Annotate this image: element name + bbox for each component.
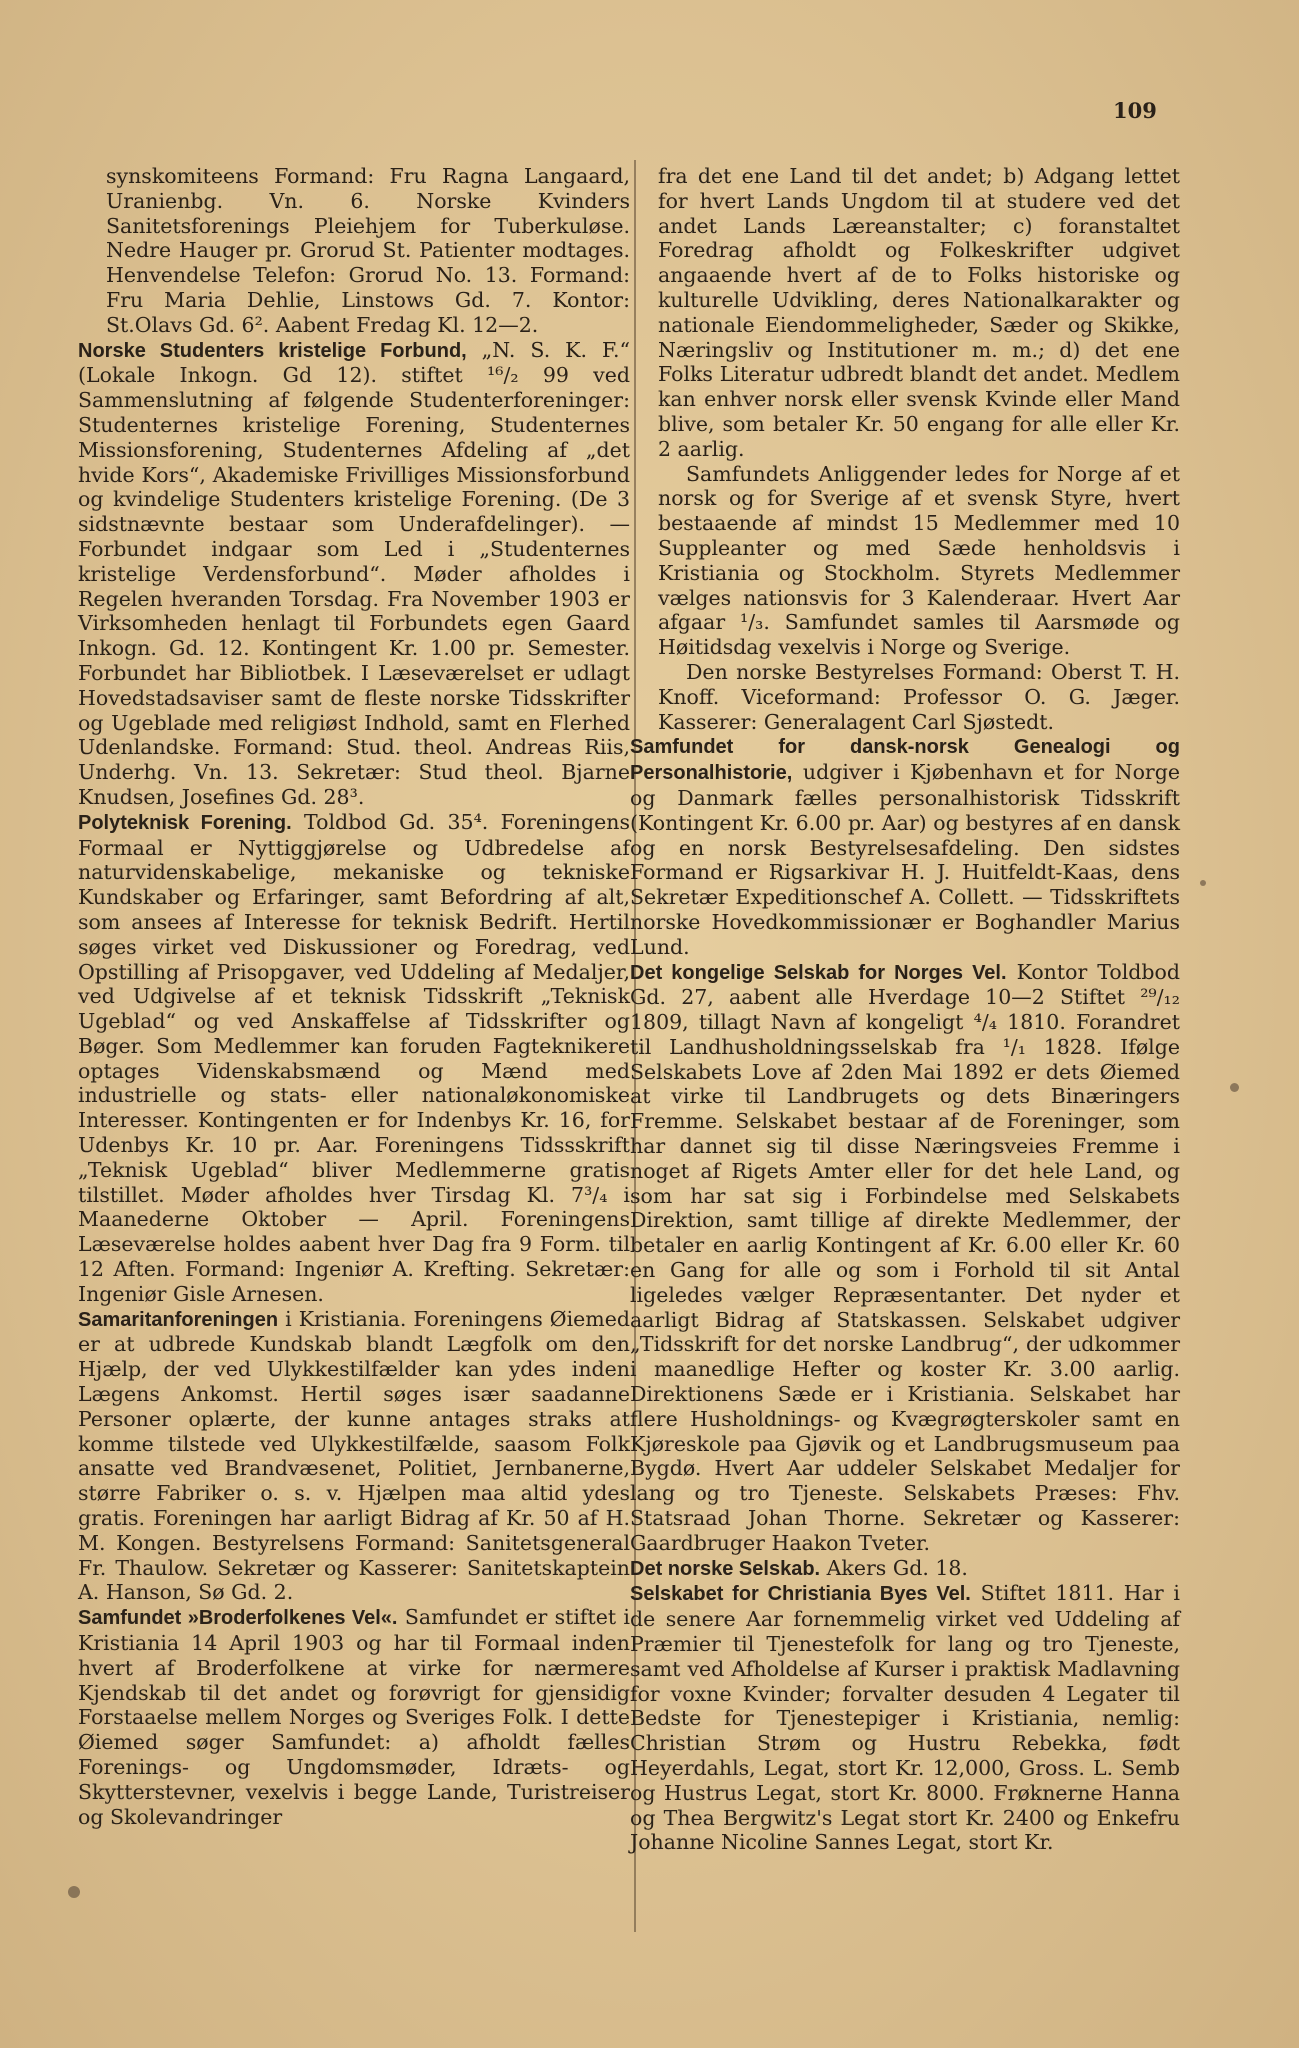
entry-text: Toldbod Gd. 35⁴. Foreningens Formaal er Nyttiggjørelse og Udbredelse af naturvidenskabelige, mekaniske og tekniske Kundskaber og Erfaringer, samt Befordring af alt, som ansees af Interesse for teknisk Bedrift. Hertil søges virket ved Diskussioner og Foredrag, ved Opstilling af Prisopgaver, ved Uddeling af Medaljer, ved Udgivelse af et teknisk Tidsskrift „Teknisk Ugeblad“ og ved Anskaffelse af Tidsskrifter og Bøger. Som Medlemmer kan foruden Fagteknikere optages Videnskabsmænd og Mænd med industrielle og stats- eller nationaløkonomiske Interesser. Kontingenten er for Indenbys Kr. 16, for Udenbys Kr. 10 pr. Aar. Foreningens Tidssskrift „Teknisk Ugeblad“ bliver Medlemmerne gratis tilstillet. Møder afholdes hver Tirsdag Kl. 7³/₄ i Maanederne Oktober — April. Foreningens Læseværelse holdes aabent hver Dag fra 9 Form. til 12 Aften. Formand: Ingeniør A. Krefting. Sekretær: Ingeniør Gisle Arnesen. — [78, 809, 630, 1306]
entry-heading: Polyteknisk Forening. — [78, 811, 292, 834]
entry-heading: Samfundet »Broderfolkenes Vel«. — [78, 1607, 398, 1630]
entry-heading: Samaritanforeningen — [78, 1308, 279, 1331]
entry-heading: Samfundet for dansk-norsk Genealogi og Personalhistorie, — [630, 736, 1180, 785]
entry-text: „N. S. K. F.“ (Lokale Inkogn. Gd 12). stiftet ¹⁶/₂ 99 ved Sammenslutning af følgende Studenterforeninger: Studenternes kristelige Forening, Studenternes Missionsforening, Studenternes Afdeling af „det hvide Kors“, Akademiske Frivilliges Missionsforbund og kvindelige Studenters kristelige Forening. (De 3 sidstnævnte bestaar som Underafdelinger). — Forbundet indgaar som Led i „Studenternes kristelige Verdensforbund“. Møder afholdes i Regelen hveranden Torsdag. Fra November 1903 er Virksomheden henlagt til Forbundets egen Gaard Inkogn. Gd. 12. Kontingent Kr. 1.00 pr. Semester. Forbundet har Bibliotbek. I Læseværelset er udlagt Hovedstadsaviser samt de fleste norske Tidsskrifter og Ugeblade med religiøst Indhold, samt en Flerhed Udenlandske. Formand: Stud. theol. Andreas Riis, Underhg. Vn. 13. Sekretær: Stud theol. Bjarne Knudsen, Josefines Gd. 28³. — [78, 337, 630, 809]
entry-polyteknisk-forening — [78, 810, 630, 1307]
entry-norske-studenters-forbund — [78, 338, 630, 810]
entry-text: Stiftet 1811. Har i de senere Aar fornemmelig virket ved Uddeling af Præmier til Tjenestefolk for lang og tro Tjeneste, samt ved Afholdelse af Kurser i praktisk Madlavning for voxne Kvinder; forvalter desuden 4 Legater til Bedste for Tjenestepiger i Kristiania, nemlig: Christian Strøm og Hustru Rebekka, født Heyerdahls, Legat, stort Kr. 12,000, Gross. L. Semb og Hustrus Legat, stort Kr. 8000. Frøknerne Hanna og Thea Bergwitz's Legat stort Kr. 2400 og Enkefru Johanne Nicoline Sannes Legat, stort Kr. — [630, 1581, 1180, 1855]
entry-text: Samfundet er stiftet i Kristiania 14 April 1903 og har til Formaal inden hvert af Broderfolkene at virke for nærmere Kjendskab til det andet og forøvrigt for gjensidig Forstaaelse mellem Norges og Sveriges Folk. I dette Øiemed søger Samfundet: a) afholdt fælles Forenings- og Ungdomsmøder, Idræts- og Skytterstevner, vexelvis i begge Lande, Turistreiser og Skolevandringer — [78, 1605, 630, 1829]
entry-paragraph — [630, 660, 1180, 734]
entry-text: Samfundets Anliggender ledes for Norge af et norsk og for Sverige af et svensk Styre, hvert bestaaende af mindst 15 Medlemmer med 10 Suppleanter og med Sæde henholdsvis i Kristiania og Stockholm. Styrets Medlemmer vælges nationsvis for 3 Kalenderaar. Hvert Aar afgaar ¹/₃. Samfundet samles til Aarsmøde og Høitidsdag vexelvis i Norge og Sverige. — [658, 461, 1180, 660]
entry-genealogi-samfundet — [630, 734, 1180, 959]
entry-text: Akers Gd. 18. — [826, 1555, 968, 1580]
ink-spot — [1200, 880, 1206, 886]
entry-heading: Det norske Selskab. — [630, 1557, 821, 1580]
entry-heading: Det kongelige Selskab for Norges Vel. — [630, 961, 1007, 984]
entry-det-norske-selskab — [630, 1556, 1180, 1582]
entry-text: i Kristiania. Foreningens Øiemed er at udbrede Kundskab blandt Lægfolk om den Hjælp, der ved Ulykkestilfælder kan ydes inden Lægens Ankomst. Hertil søges især saadanne Personer oplærte, der kunne antages straks at komme tilstede ved Ulykkestilfælde, saasom Folk ansatte ved Brandvæsenet, Politiet, Jernbanerne, større Fabriker o. s. v. Hjælpen maa altid ydes gratis. Foreningen har aarligt Bidrag af Kr. 50 af H. M. Kongen. Bestyrelsens Formand: Sanitetsgeneral Fr. Thaulow. Sekretær og Kasserer: Sanitetskaptein A. Hanson, Sø Gd. 2. — [78, 1306, 630, 1605]
entry-paragraph — [630, 462, 1180, 660]
left-column — [78, 164, 630, 1829]
entry-continuation — [630, 164, 1180, 462]
entry-text: udgiver i Kjøbenhavn et for Norge og Danmark fælles personalhistorisk Tidsskrift (Kontingent Kr. 6.00 pr. Aar) og bestyres af en dansk og en norsk Bestyrelsesafdeling. Den sidstes Formand er Rigsarkivar H. J. Huitfeldt-Kaas, dens Sekretær Expeditionschef A. Collett. — Tidsskriftets norske Hovedkommissionær er Boghandler Marius Lund. — [630, 760, 1180, 959]
right-column — [630, 164, 1180, 1855]
ink-spot — [68, 1886, 80, 1898]
entry-continuation — [78, 164, 630, 338]
entry-heading: Norske Studenters kristelige Forbund, — [78, 339, 467, 362]
entry-norges-vel — [630, 960, 1180, 1556]
entry-text: fra det ene Land til det andet; b) Adgang lettet for hvert Lands Ungdom til at studere ved det andet Lands Læreanstalter; c) foranstaltet Foredrag afholdt og Folkeskrifter udgivet angaaende hvert af de to Folks historiske og kulturelle Udvikling, deres Nationalkarakter og nationale Eiendommeligheder, Sæder og Skikke, Næringsliv og Institutioner m. m.; d) det ene Folks Literatur udbredt blandt det andet. Medlem kan enhver norsk eller svensk Kvinde eller Mand blive, som betaler Kr. 50 engang for alle eller Kr. 2 aarlig. — [658, 164, 1180, 461]
page-number: 109 — [1113, 98, 1157, 123]
entry-text: synskomiteens Formand: Fru Ragna Langaard, Uranienbg. Vn. 6. Norske Kvinders Sanitetsforenings Pleiehjem for Tuberkuløse. Nedre Hauger pr. Grorud St. Patienter modtages. Henvendelse Telefon: Grorud No. 13. Formand: Fru Maria Dehlie, Linstows Gd. 7. Kontor: St.Olavs Gd. 6². Aabent Fredag Kl. 12—2. — [106, 164, 630, 337]
entry-heading: Selskabet for Christiania Byes Vel. — [630, 1583, 971, 1606]
entry-text: Kontor Toldbod Gd. 27, aabent alle Hverdage 10—2 Stiftet ²⁹/₁₂ 1809, tillagt Navn af kongeligt ⁴/₄ 1810. Forandret til Landhusholdningsselskab fra ¹/₁ 1828. Ifølge Selskabets Love af 2den Mai 1892 er dets Øiemed at virke til Landbrugets og dets Binæringers Fremme. Selskabet bestaar af de Foreninger, som har dannet sig til disse Næringsveies Fremme i noget af Rigets Amter eller for det hele Land, og som har sat sig i Forbindelse med Selskabets Direktion, samt tillige af direkte Medlemmer, der betaler en aarlig Kontingent af Kr. 6.00 eller Kr. 60 en Gang for alle og som i Forhold til sit Antal ligeledes vælger Repræsentanter. Det nyder et aarligt Bidrag af Statskassen. Selskabet udgiver „Tidsskrift for det norske Landbrug“, der udkommer i maanedlige Hefter og koster Kr. 3.00 aarlig. Direktionens Sæde er i Kristiania. Selskabet har flere Husholdnings- og Kvægrøgterskoler samt en Kjøreskole paa Gjøvik og et Landbrugsmuseum paa Bygdø. Hvert Aar uddeler Selskabet Medaljer for lang og tro Tjeneste. Selskabets Præses: Fhv. Statsraad Johan Thorne. Sekretær og Kasserer: Gaardbruger Haakon Tveter. — [630, 959, 1180, 1555]
entry-broderfolkenes-vel — [78, 1605, 630, 1829]
ink-spot — [1230, 1083, 1239, 1092]
entry-text: Den norske Bestyrelses Formand: Oberst T. H. Knoff. Viceformand: Professor O. G. Jæger. Kasserer: Generalagent Carl Sjøstedt. — [658, 659, 1180, 734]
entry-christiania-byes-vel — [630, 1581, 1180, 1855]
entry-samaritanforeningen — [78, 1307, 630, 1606]
